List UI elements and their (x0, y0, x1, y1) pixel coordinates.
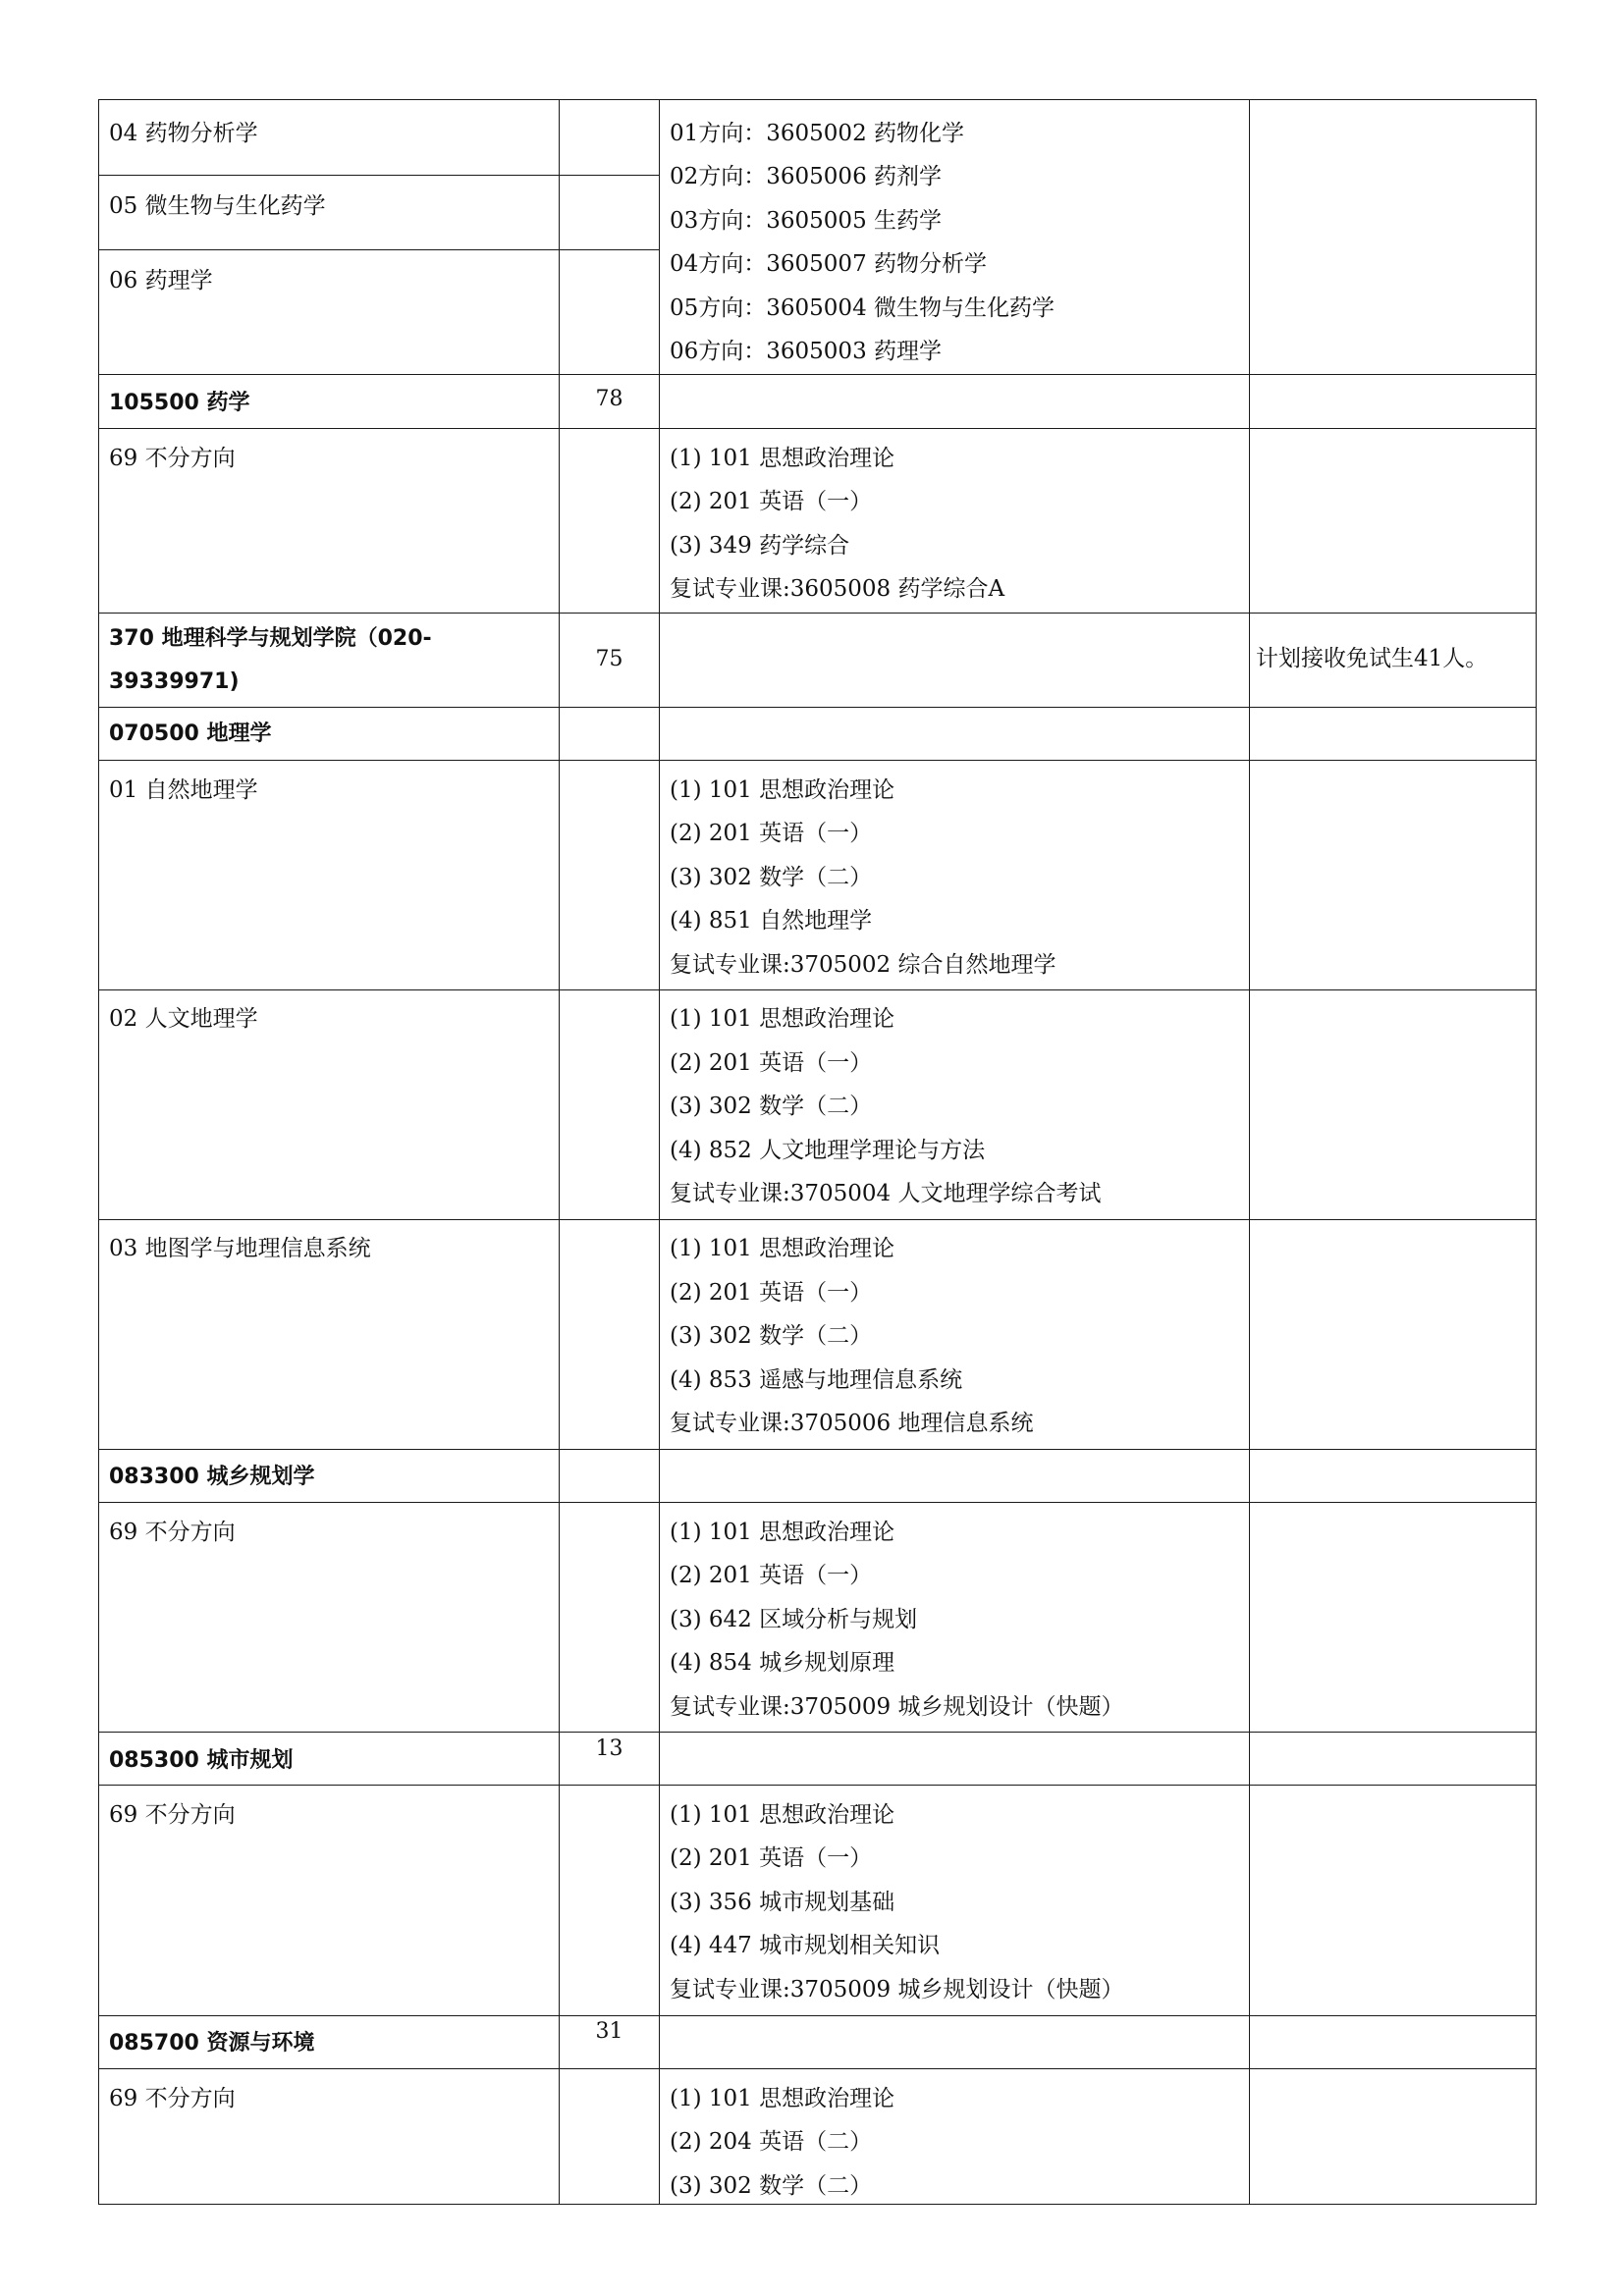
subject-line: (1) 101 思想政治理论 (670, 1006, 895, 1032)
row-r15-note-cell (1249, 2015, 1537, 2069)
subject-line: 复试专业课:3705002 综合自然地理学 (670, 952, 1056, 978)
subject-line: (2) 204 英语（二） (670, 2129, 873, 2155)
enrollment-count: 78 (595, 387, 623, 411)
row-r15-name-cell (98, 2015, 560, 2069)
row-r1-name-cell (98, 99, 560, 176)
row-r12-count-cell (559, 1502, 660, 1733)
subject-line: 复试专业课:3705006 地理信息系统 (670, 1411, 1034, 1436)
subject-line: (3) 349 药学综合 (670, 533, 850, 559)
row-r6-subjects-cell (659, 613, 1250, 708)
major-code-name: 085700 资源与环境 (109, 2031, 315, 2056)
row-r16-subjects-cell (659, 2068, 1250, 2205)
subject-line: (3) 302 数学（二） (670, 1323, 873, 1349)
subject-line: (3) 642 区域分析与规划 (670, 1607, 918, 1632)
subject-line: (2) 201 英语（一） (670, 1563, 873, 1588)
subject-line: (1) 101 思想政治理论 (670, 1802, 895, 1828)
major-code-name: 085300 城市规划 (109, 1748, 294, 1773)
row-r14-note-cell (1249, 1785, 1537, 2016)
row-r13-name-cell (98, 1732, 560, 1786)
row-r4-count-cell (559, 374, 660, 429)
row-r7-note-cell (1249, 707, 1537, 761)
row-r8-name-cell (98, 760, 560, 990)
subject-line: (2) 201 英语（一） (670, 821, 873, 846)
subject-line: (3) 302 数学（二） (670, 1094, 873, 1119)
row-r2-count-cell (559, 175, 660, 250)
row-r16-note-cell (1249, 2068, 1537, 2205)
subject-line: (4) 851 自然地理学 (670, 908, 873, 934)
row-r3-name-cell (98, 249, 560, 375)
row-r14-subjects-cell (659, 1785, 1250, 2016)
subject-line: (3) 302 数学（二） (670, 865, 873, 890)
row-r5-note-cell (1249, 428, 1537, 614)
direction-name: 01 自然地理学 (109, 777, 258, 803)
row-r10-note-cell (1249, 1219, 1537, 1450)
row-r10-count-cell (559, 1219, 660, 1450)
major-code-name: 105500 药学 (109, 391, 250, 415)
major-name: 05 微生物与生化药学 (109, 193, 326, 219)
row-r5-name-cell (98, 428, 560, 614)
major-name: 06 药理学 (109, 268, 213, 294)
subject-line: (2) 201 英语（一） (670, 1845, 873, 1871)
college-name-line2: 39339971) (109, 669, 240, 694)
row-r13-note-cell (1249, 1732, 1537, 1786)
direction-name: 69 不分方向 (109, 1520, 236, 1545)
subject-line: (3) 356 城市规划基础 (670, 1890, 895, 1915)
enrollment-count: 13 (595, 1736, 623, 1761)
row-r13-count-cell (559, 1732, 660, 1786)
row-r9-count-cell (559, 989, 660, 1220)
subject-line: (4) 447 城市规划相关知识 (670, 1933, 941, 1958)
subject-line: 04方向：3605007 药物分析学 (670, 251, 988, 277)
subject-line: (1) 101 思想政治理论 (670, 2086, 895, 2111)
direction-name: 69 不分方向 (109, 1802, 236, 1828)
direction-name: 69 不分方向 (109, 446, 236, 471)
row-r1to3-subjects-cell (659, 99, 1250, 375)
row-r6-count-cell (559, 613, 660, 708)
subject-line: 02方向：3605006 药剂学 (670, 164, 943, 189)
subject-line: 01方向：3605002 药物化学 (670, 121, 965, 146)
row-r8-note-cell (1249, 760, 1537, 990)
row-r10-subjects-cell (659, 1219, 1250, 1450)
major-code-name: 070500 地理学 (109, 721, 272, 746)
major-name: 04 药物分析学 (109, 121, 258, 146)
row-r9-subjects-cell (659, 989, 1250, 1220)
direction-name: 69 不分方向 (109, 2086, 236, 2111)
direction-name: 02 人文地理学 (109, 1006, 258, 1032)
row-r8-subjects-cell (659, 760, 1250, 990)
row-r15-count-cell (559, 2015, 660, 2069)
subject-line: (4) 854 城乡规划原理 (670, 1650, 895, 1676)
subject-line: 03方向：3605005 生药学 (670, 208, 943, 234)
row-r4-name-cell (98, 374, 560, 429)
admissions-table (98, 99, 1537, 2205)
row-r11-name-cell (98, 1449, 560, 1503)
subject-line: (4) 852 人文地理学理论与方法 (670, 1138, 986, 1163)
row-r10-name-cell (98, 1219, 560, 1450)
row-r9-note-cell (1249, 989, 1537, 1220)
subject-line: 复试专业课:3705009 城乡规划设计（快题） (670, 1977, 1124, 2002)
row-r4-note-cell (1249, 374, 1537, 429)
row-r16-name-cell (98, 2068, 560, 2205)
subject-line: 复试专业课:3705004 人文地理学综合考试 (670, 1181, 1102, 1206)
remark: 计划接收免试生41人。 (1256, 646, 1489, 671)
row-r5-count-cell (559, 428, 660, 614)
row-r7-name-cell (98, 707, 560, 761)
row-r14-count-cell (559, 1785, 660, 2016)
subject-line: 复试专业课:3605008 药学综合A (670, 576, 1005, 602)
row-r5-subjects-cell (659, 428, 1250, 614)
row-r14-name-cell (98, 1785, 560, 2016)
row-r9-name-cell (98, 989, 560, 1220)
row-r1-count-cell (559, 99, 660, 176)
row-r3-count-cell (559, 249, 660, 375)
subject-line: (1) 101 思想政治理论 (670, 777, 895, 803)
subject-line: (3) 302 数学（二） (670, 2173, 873, 2199)
direction-name: 03 地图学与地理信息系统 (109, 1236, 371, 1261)
row-r11-note-cell (1249, 1449, 1537, 1503)
enrollment-count: 75 (595, 647, 623, 671)
subject-line: 复试专业课:3705009 城乡规划设计（快题） (670, 1694, 1124, 1720)
row-r12-name-cell (98, 1502, 560, 1733)
subject-line: (2) 201 英语（一） (670, 489, 873, 514)
row-r12-subjects-cell (659, 1502, 1250, 1733)
row-r11-count-cell (559, 1449, 660, 1503)
row-r6-name-cell (98, 613, 560, 708)
row-r6-note-cell (1249, 613, 1537, 708)
row-r7-count-cell (559, 707, 660, 761)
subject-line: (4) 853 遥感与地理信息系统 (670, 1367, 963, 1393)
major-code-name: 083300 城乡规划学 (109, 1465, 315, 1489)
row-r8-count-cell (559, 760, 660, 990)
enrollment-count: 31 (595, 2019, 623, 2044)
row-r7-subjects-cell (659, 707, 1250, 761)
college-name-line1: 370 地理科学与规划学院（020- (109, 626, 432, 651)
row-r1to3-note-cell (1249, 99, 1537, 375)
row-r4-subjects-cell (659, 374, 1250, 429)
subject-line: (1) 101 思想政治理论 (670, 1520, 895, 1545)
row-r16-count-cell (559, 2068, 660, 2205)
subject-line: (1) 101 思想政治理论 (670, 1236, 895, 1261)
subject-line: (2) 201 英语（一） (670, 1050, 873, 1076)
row-r12-note-cell (1249, 1502, 1537, 1733)
subject-line: (1) 101 思想政治理论 (670, 446, 895, 471)
subject-line: 06方向：3605003 药理学 (670, 339, 943, 364)
row-r11-subjects-cell (659, 1449, 1250, 1503)
subject-line: 05方向：3605004 微生物与生化药学 (670, 295, 1056, 321)
row-r2-name-cell (98, 175, 560, 250)
row-r13-subjects-cell (659, 1732, 1250, 1786)
subject-line: (2) 201 英语（一） (670, 1280, 873, 1306)
row-r15-subjects-cell (659, 2015, 1250, 2069)
